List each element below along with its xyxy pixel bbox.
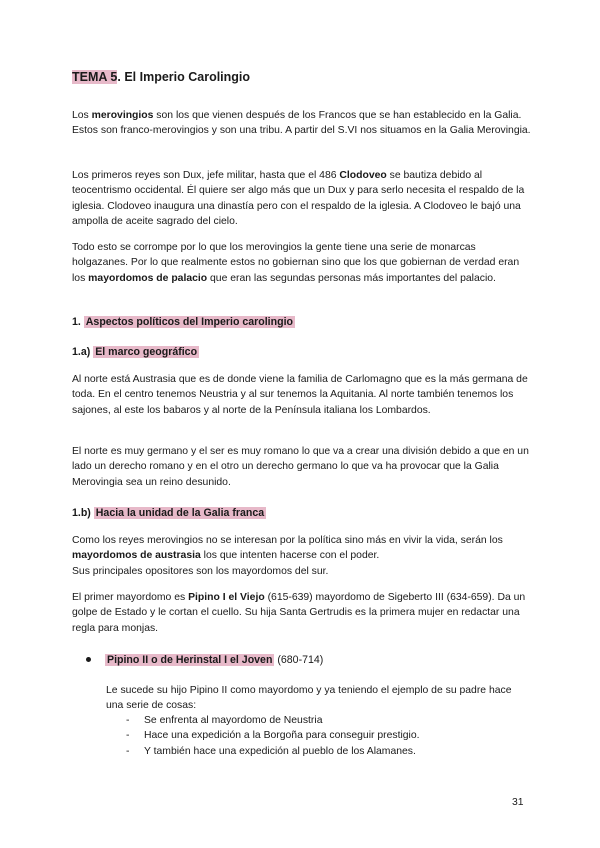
paragraph-austrasia: Como los reyes merovingios no se interesan por la política sino más en vivir la vida, serán los mayordomos de austrasia los que intenten hacerse con el poder. Sus principales opositores son los mayordomos del sur.	[72, 535, 503, 577]
dash-list	[126, 713, 420, 759]
paragraph-clodoveo: Los primeros reyes son Dux, jefe militar, hasta que el 486 Clodoveo se bautiza debido al teocentrismo occidental. Él quiere ser algo más que un Dux y para serlo necesita el respaldo de la iglesia. Clodoveo inaugura una dinastía pero con el respaldo de la iglesia. A Clodoveo le bajó una ampolla de aceite sagrado del cielo.	[72, 170, 525, 228]
page-title	[72, 70, 250, 84]
title-highlight	[72, 70, 117, 84]
paragraph-division: El norte es muy germano y el ser es muy romano lo que va a crear una división debido a que en un lado un derecho romano y en el otro un derecho germano lo que va ha provocar que la Galia Merovingia sea un reino desunido.	[72, 446, 529, 488]
page-number: 31	[512, 797, 524, 808]
title-suffix: . El Imperio Carolingio	[117, 70, 251, 84]
list-item: - Y también hace una expedición al pueblo de los Alamanes.	[126, 745, 416, 757]
paragraph-pipino-i: El primer mayordomo es Pipino I el Viejo (615-639) mayordomo de Sigeberto III (634-659). Da un golpe de Estado y le cortan el cuello. Su hija Santa Gertrudis es la primera mujer en redactar una regla para monjas.	[72, 592, 526, 634]
paragraph-pipino-ii: Le sucede su hijo Pipino II como mayordomo y ya teniendo el ejemplo de su padre hace una serie de cosas:	[106, 685, 512, 712]
section-heading-1a: 1.a) El marco geográfico	[72, 346, 198, 358]
bullet-dot-icon	[86, 657, 91, 662]
section-heading-1b: 1.b) Hacia la unidad de la Galia franca	[72, 507, 265, 519]
paragraph-geografia: Al norte está Austrasia que es de donde viene la familia de Carlomagno que es la más germana de toda. En el centro tenemos Neustria y al sur tenemos la Aquitania. Al norte también tenemos los sajones, al este los babaros y al norte de la Península italiana los Lombardos.	[72, 374, 528, 416]
title-prefix: TEMA 5	[72, 70, 118, 84]
list-item: - Se enfrenta al mayordomo de Neustria	[126, 715, 323, 726]
list-item: - Hace una expedición a la Borgoña para conseguir prestigio.	[126, 730, 420, 742]
bullet-pipino-ii: Pipino II o de Herinstal I el Joven (680-714)	[86, 654, 323, 666]
paragraph-mayordomos: Todo esto se corrompe por lo que los merovingios la gente tiene una serie de monarcas holgazanes. Por lo que realmente estos no gobiernan sino que los que gobiernan de verdad eran los mayordomos de palacio que eran las segundas personas más importantes del palacio.	[72, 242, 520, 284]
section-heading-1: 1. Aspectos políticos del Imperio carolingio	[72, 316, 293, 328]
paragraph-merovingios: Los merovingios son los que vienen después de los Francos que se han establecido en la Galia. Estos son franco-merovingios y son una tribu. A partir del S.VI nos situamos en la Galia Merovingia.	[72, 110, 531, 137]
